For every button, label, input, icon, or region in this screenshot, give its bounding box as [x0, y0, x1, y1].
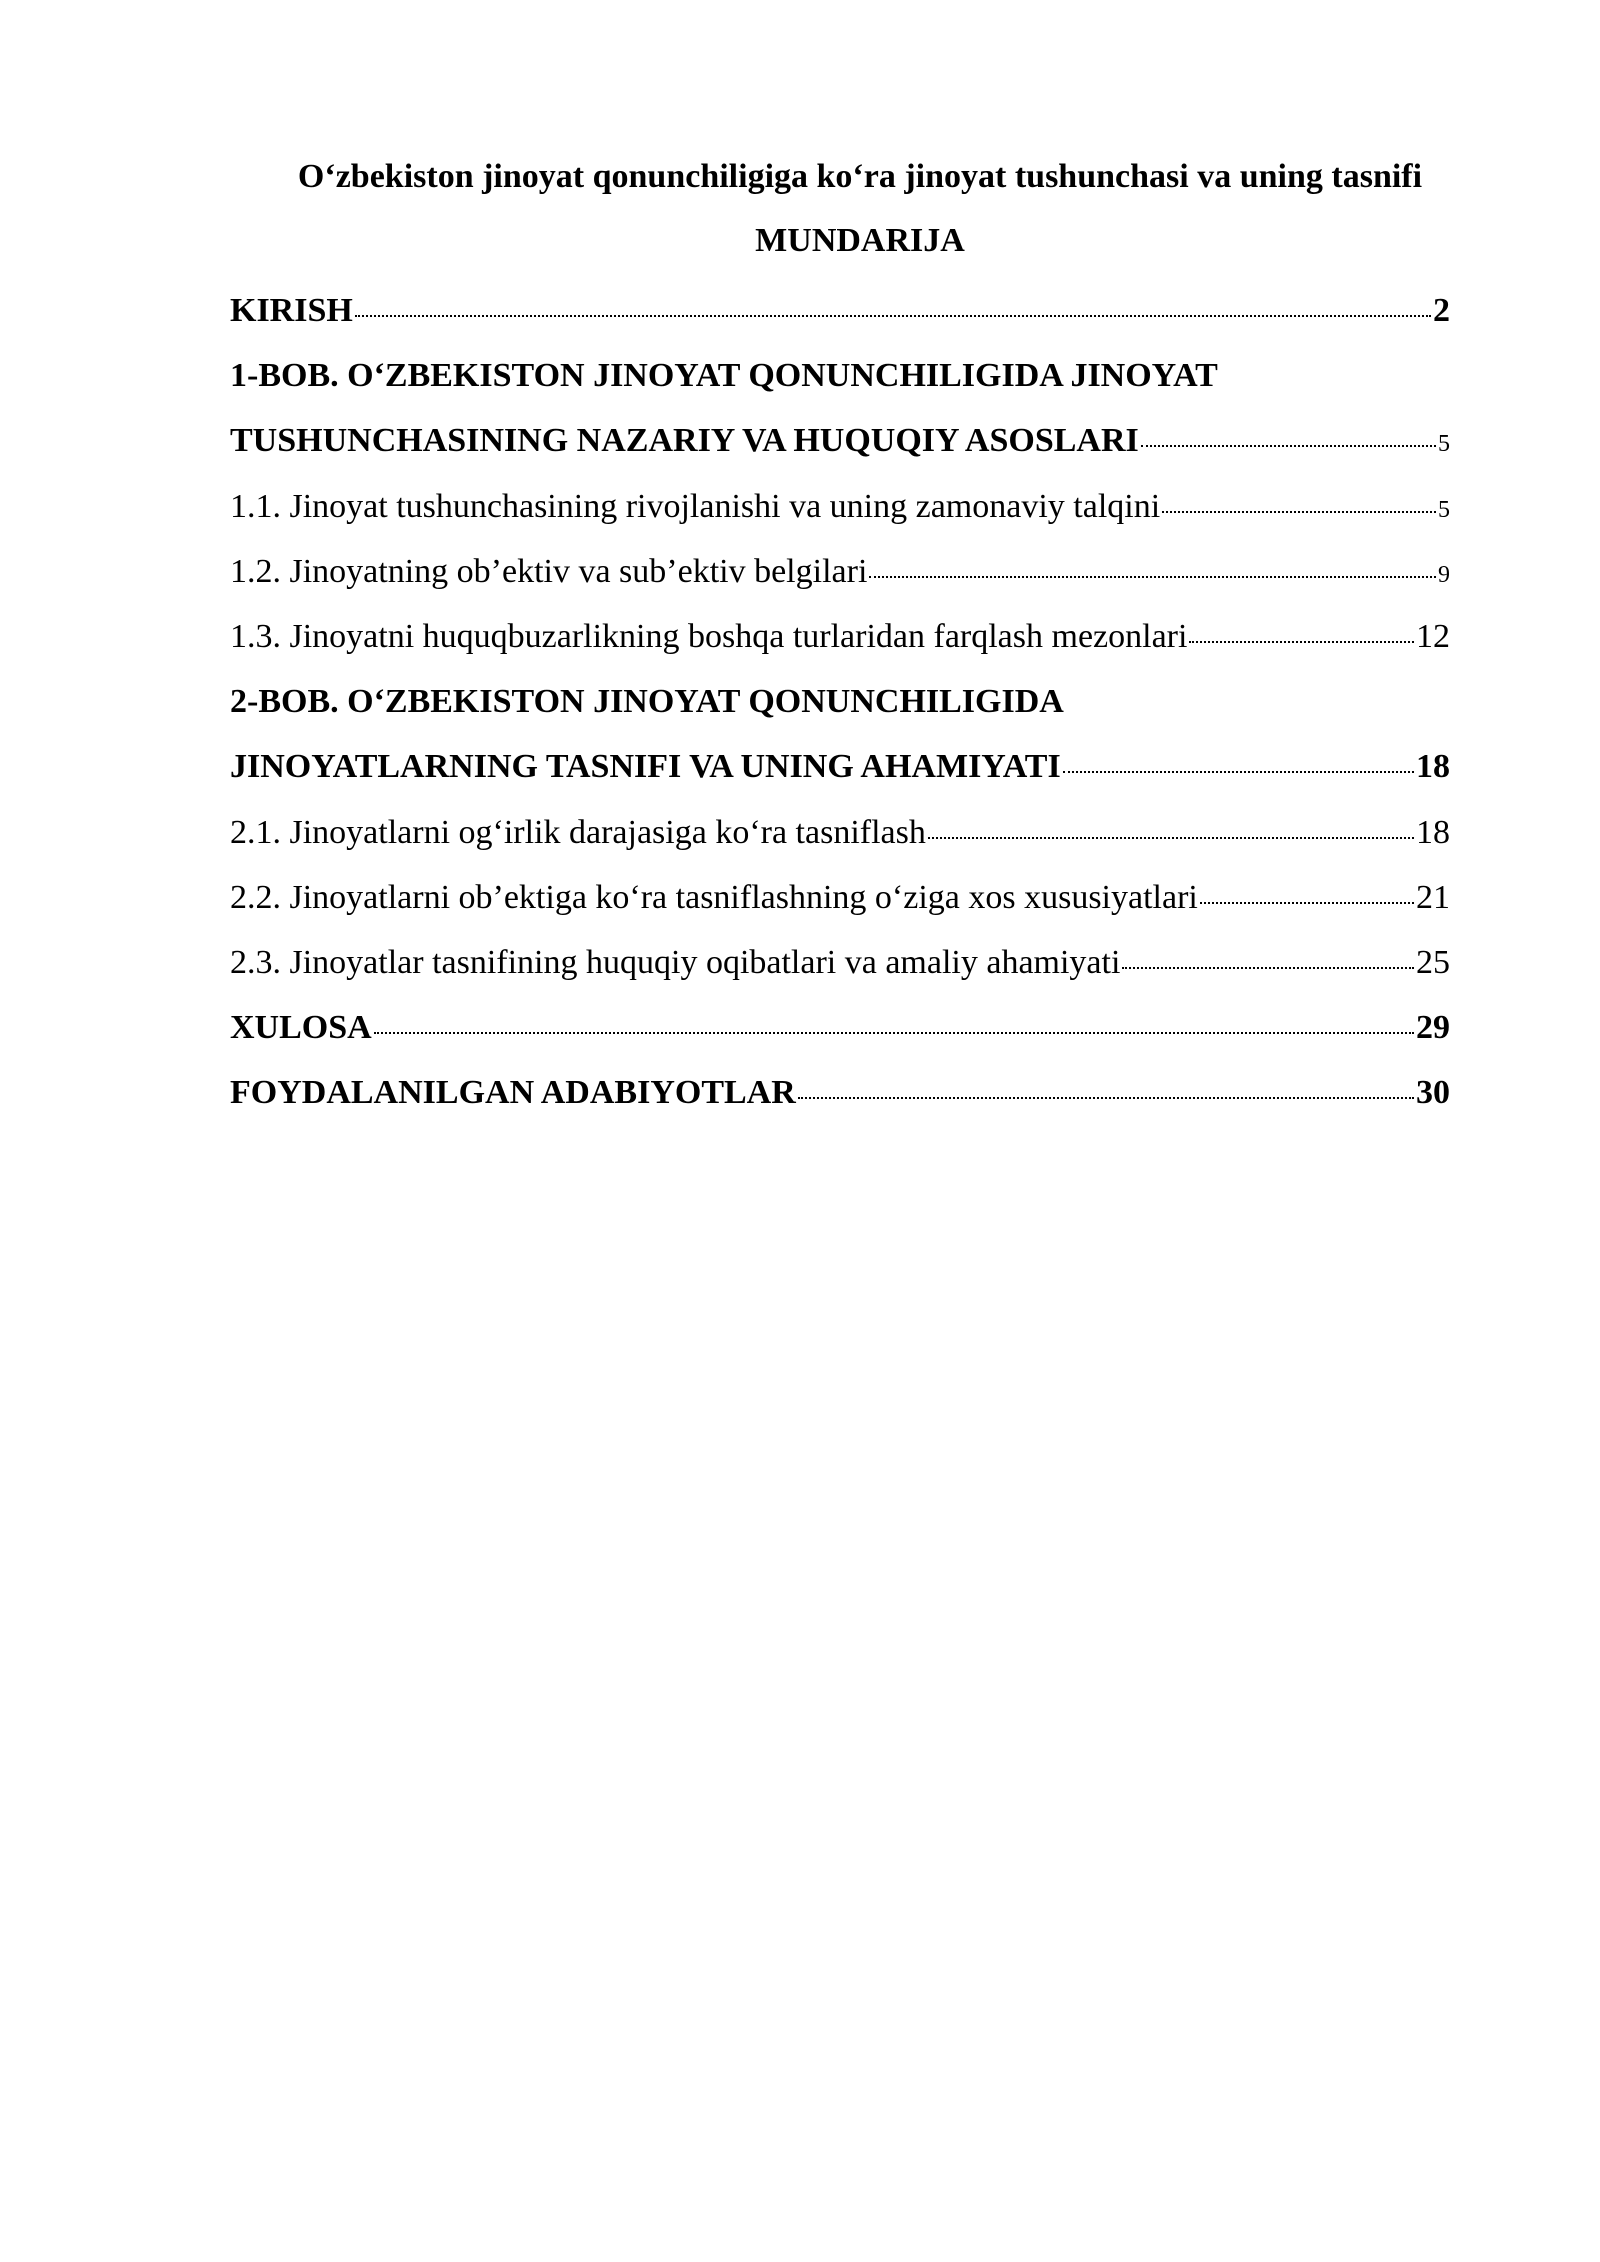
toc-entry-label: 1.2. Jinoyatning ob’ektiv va sub’ektiv belgilari — [230, 552, 868, 590]
toc-heading: MUNDARIJA — [755, 222, 965, 259]
toc-entry-bob2-line1 — [230, 669, 1450, 734]
toc-entry-label: 1.1. Jinoyat tushunchasining rivojlanishi va uning zamonaviy talqini — [230, 487, 1161, 525]
toc-entry-bob1-line2 — [230, 408, 1450, 473]
toc-entry-page: 21 — [1416, 878, 1450, 916]
toc-entry-page: 5 — [1438, 431, 1450, 458]
dot-leader — [374, 1032, 1414, 1034]
toc-entry-label: FOYDALANILGAN ADABIYOTLAR — [230, 1074, 796, 1112]
toc-entry-page: 9 — [1438, 561, 1450, 588]
toc-entry-adabiyotlar — [230, 1060, 1450, 1125]
toc-entry-1-2 — [230, 539, 1450, 604]
toc-entry-page: 12 — [1416, 617, 1450, 655]
toc-entry-label: JINOYATLARNING TASNIFI VA UNING AHAMIYATI — [230, 748, 1061, 786]
dot-leader — [928, 837, 1414, 839]
dot-leader — [1141, 445, 1436, 447]
toc-entry-page: 18 — [1416, 813, 1450, 851]
toc-entry-label: 2-BOB. O‘ZBEKISTON JINOYAT QONUNCHILIGIDA — [230, 683, 1064, 721]
toc-entry-label: 2.2. Jinoyatlarni ob’ektiga ko‘ra tasniflashning o‘ziga xos xususiyatlari — [230, 878, 1198, 916]
dot-leader — [1063, 771, 1414, 773]
toc-entry-2-3 — [230, 930, 1450, 995]
toc-entry-page: 5 — [1438, 496, 1450, 523]
dot-leader — [1189, 641, 1414, 643]
toc-entry-2-1 — [230, 800, 1450, 865]
toc-entry-label: TUSHUNCHASINING NAZARIY VA HUQUQIY ASOSLARI — [230, 422, 1139, 460]
toc-entry-xulosa — [230, 995, 1450, 1060]
toc-entry-label: XULOSA — [230, 1009, 372, 1047]
toc-entry-page: 18 — [1416, 748, 1450, 786]
dot-leader — [1122, 967, 1414, 969]
toc-entry-1-1 — [230, 474, 1450, 539]
toc-entry-bob1-line1 — [230, 343, 1450, 408]
table-of-contents — [230, 278, 1450, 1125]
toc-entry-page: 25 — [1416, 943, 1450, 981]
toc-entry-label: 1-BOB. O‘ZBEKISTON JINOYAT QONUNCHILIGIDA JINOYAT — [230, 357, 1218, 395]
dot-leader — [355, 315, 1431, 317]
dot-leader — [798, 1097, 1414, 1099]
dot-leader — [1200, 902, 1414, 904]
toc-entry-label: KIRISH — [230, 292, 353, 329]
toc-entry-1-3 — [230, 604, 1450, 669]
toc-entry-kirish — [230, 278, 1450, 343]
toc-entry-bob2-line2 — [230, 734, 1450, 799]
toc-entry-page: 2 — [1433, 292, 1450, 329]
toc-entry-page: 30 — [1416, 1074, 1450, 1112]
toc-entry-label: 2.3. Jinoyatlar tasnifining huquqiy oqibatlari va amaliy ahamiyati — [230, 943, 1121, 981]
dot-leader — [1162, 511, 1436, 513]
dot-leader — [869, 576, 1436, 578]
toc-entry-page: 29 — [1416, 1009, 1450, 1047]
toc-entry-label: 2.1. Jinoyatlarni og‘irlik darajasiga ko‘ra tasniflash — [230, 813, 926, 851]
toc-entry-2-2 — [230, 865, 1450, 930]
document-title: O‘zbekiston jinoyat qonunchiligiga ko‘ra jinoyat tushunchasi va uning tasnifi — [297, 158, 1423, 195]
toc-entry-label: 1.3. Jinoyatni huquqbuzarlikning boshqa turlaridan farqlash mezonlari — [230, 617, 1188, 655]
